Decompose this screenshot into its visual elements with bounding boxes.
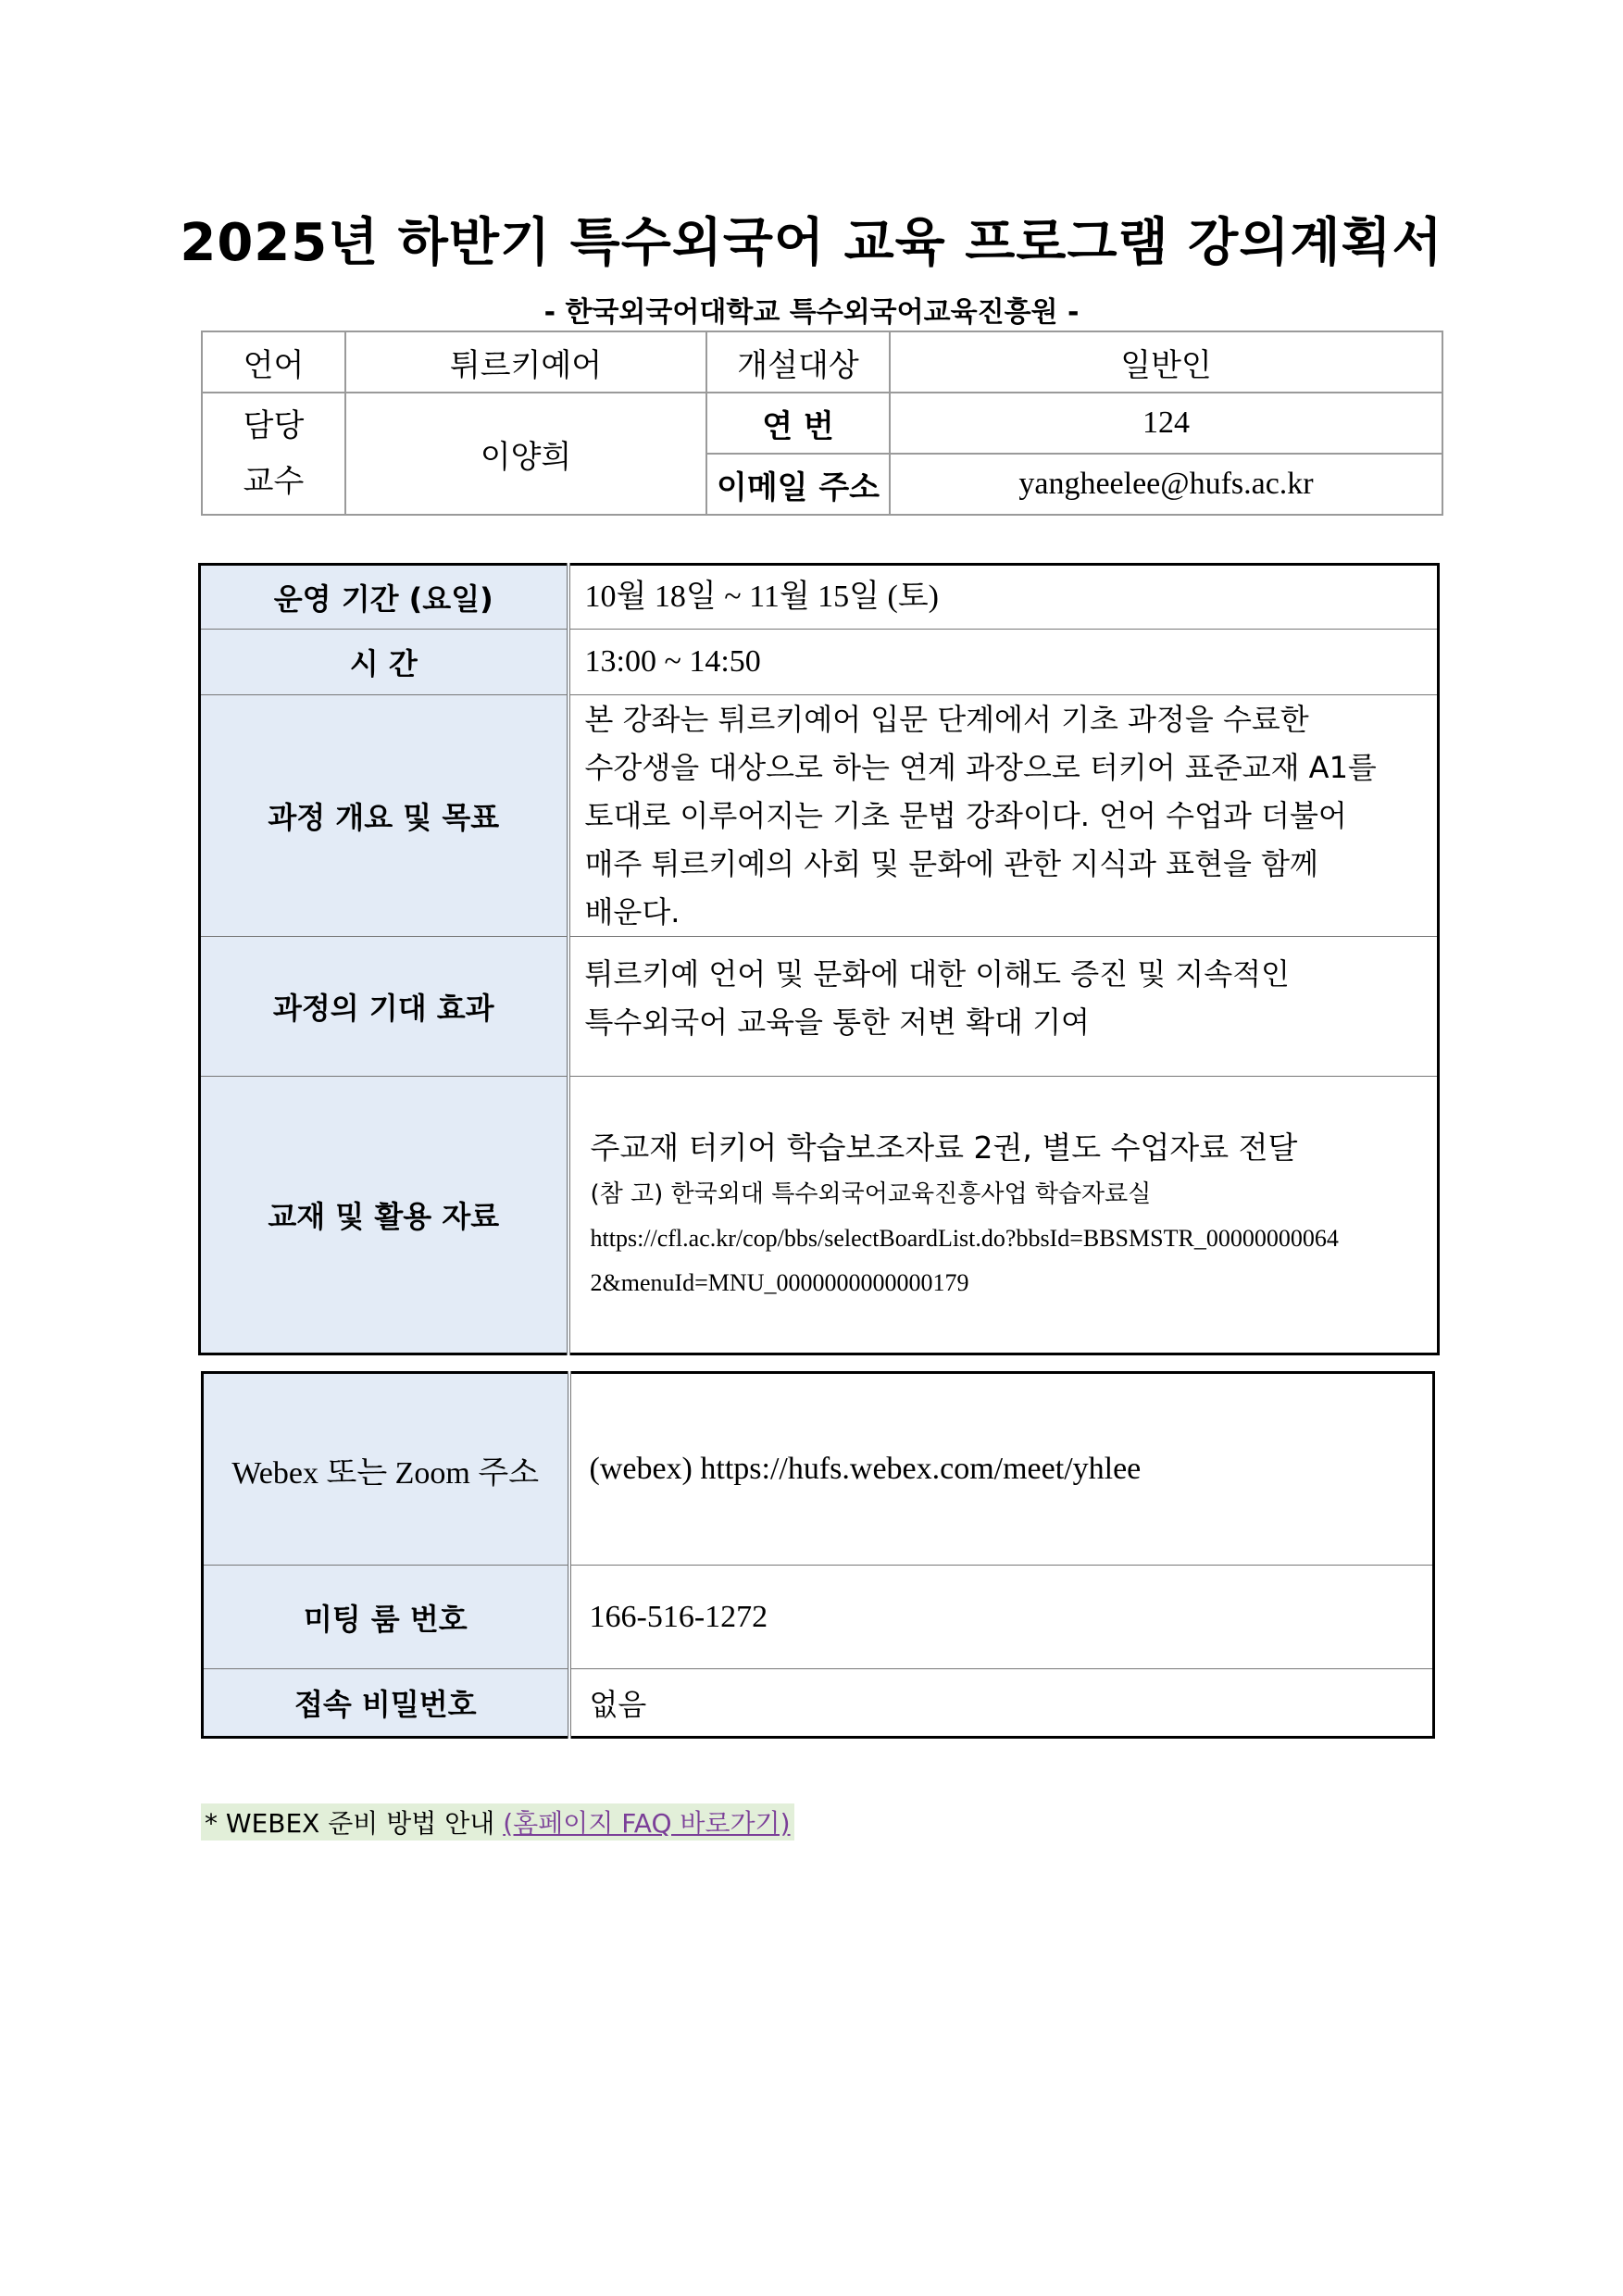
materials-value <box>568 1077 1439 1354</box>
email-value: yangheelee@hufs.ac.kr <box>890 454 1442 515</box>
password-label: 접속 비밀번호 <box>203 1669 569 1738</box>
overview-value <box>568 695 1439 937</box>
materials-label: 교재 및 활용 자료 <box>200 1077 568 1354</box>
period-label: 운영 기간 (요일) <box>200 565 568 630</box>
language-label: 언어 <box>202 331 345 393</box>
number-value: 124 <box>890 393 1442 454</box>
materials-main: 주교재 터키어 학습보조자료 2권, 별도 수업자료 전달 <box>590 1129 1298 1166</box>
number-label: 연 번 <box>706 393 890 454</box>
language-value: 튀르키예어 <box>345 331 706 393</box>
meeting-room-value: 166-516-1272 <box>569 1566 1434 1669</box>
webex-guide-text: * WEBEX 준비 방법 안내 <box>205 1808 504 1839</box>
course-plan-table <box>198 563 1440 1355</box>
materials-url-line-2: 2&menuId=MNU_0000000000000179 <box>590 1269 969 1296</box>
materials-url-line-1: https://cfl.ac.kr/cop/bbs/selectBoardList.do?bbsId=BBSMSTR_00000000064 <box>590 1225 1339 1252</box>
professor-value: 이양희 <box>345 393 706 515</box>
professor-label-line-2: 교수 <box>243 463 305 500</box>
webex-info-table <box>201 1371 1435 1739</box>
course-info-table <box>201 331 1443 516</box>
professor-label <box>202 393 345 515</box>
target-value: 일반인 <box>890 331 1442 393</box>
overview-line: 배운다. <box>584 894 680 930</box>
document-subtitle: - 한국외국어대학교 특수외국어교육진흥원 - <box>543 296 1080 329</box>
webex-guide-note <box>201 1803 794 1841</box>
time-value: 13:00 ~ 14:50 <box>568 630 1439 695</box>
effect-line: 튀르키예 언어 및 문화에 대한 이해도 증진 및 지속적인 <box>584 956 1290 992</box>
overview-line: 매주 튀르키예의 사회 및 문화에 관한 지식과 표현을 함께 <box>584 846 1318 881</box>
effect-label: 과정의 기대 효과 <box>200 937 568 1077</box>
materials-url <box>591 1217 1438 1305</box>
target-label: 개설대상 <box>706 331 890 393</box>
meeting-address-label: Webex 또는 Zoom 주소 <box>203 1373 569 1566</box>
faq-link[interactable]: (홈페이지 FAQ 바로가기) <box>503 1808 791 1839</box>
meeting-address-value[interactable]: (webex) https://hufs.webex.com/meet/yhlee <box>569 1373 1434 1566</box>
overview-label: 과정 개요 및 목표 <box>200 695 568 937</box>
period-value: 10월 18일 ~ 11월 15일 (토) <box>568 565 1439 630</box>
effect-value <box>568 937 1439 1077</box>
materials-ref: (참 고) 한국외대 특수외국어교육진흥사업 학습자료실 <box>590 1180 1152 1208</box>
overview-line: 본 강좌는 튀르키예어 입문 단계에서 기초 과정을 수료한 <box>584 702 1309 737</box>
time-label: 시 간 <box>200 630 568 695</box>
professor-label-line-1: 담당 <box>243 407 305 444</box>
email-label: 이메일 주소 <box>706 454 890 515</box>
overview-line: 수강생을 대상으로 하는 연계 과장으로 터키어 표준교재 A1를 <box>584 750 1377 785</box>
overview-line: 토대로 이루어지는 기초 문법 강좌이다. 언어 수업과 더불어 <box>584 798 1347 833</box>
password-value: 없음 <box>569 1669 1434 1738</box>
meeting-room-label: 미팅 룸 번호 <box>203 1566 569 1669</box>
effect-line: 특수외국어 교육을 통한 저변 확대 기여 <box>584 1004 1090 1040</box>
document-title: 2025년 하반기 특수외국어 교육 프로그램 강의계획서 <box>180 213 1443 273</box>
